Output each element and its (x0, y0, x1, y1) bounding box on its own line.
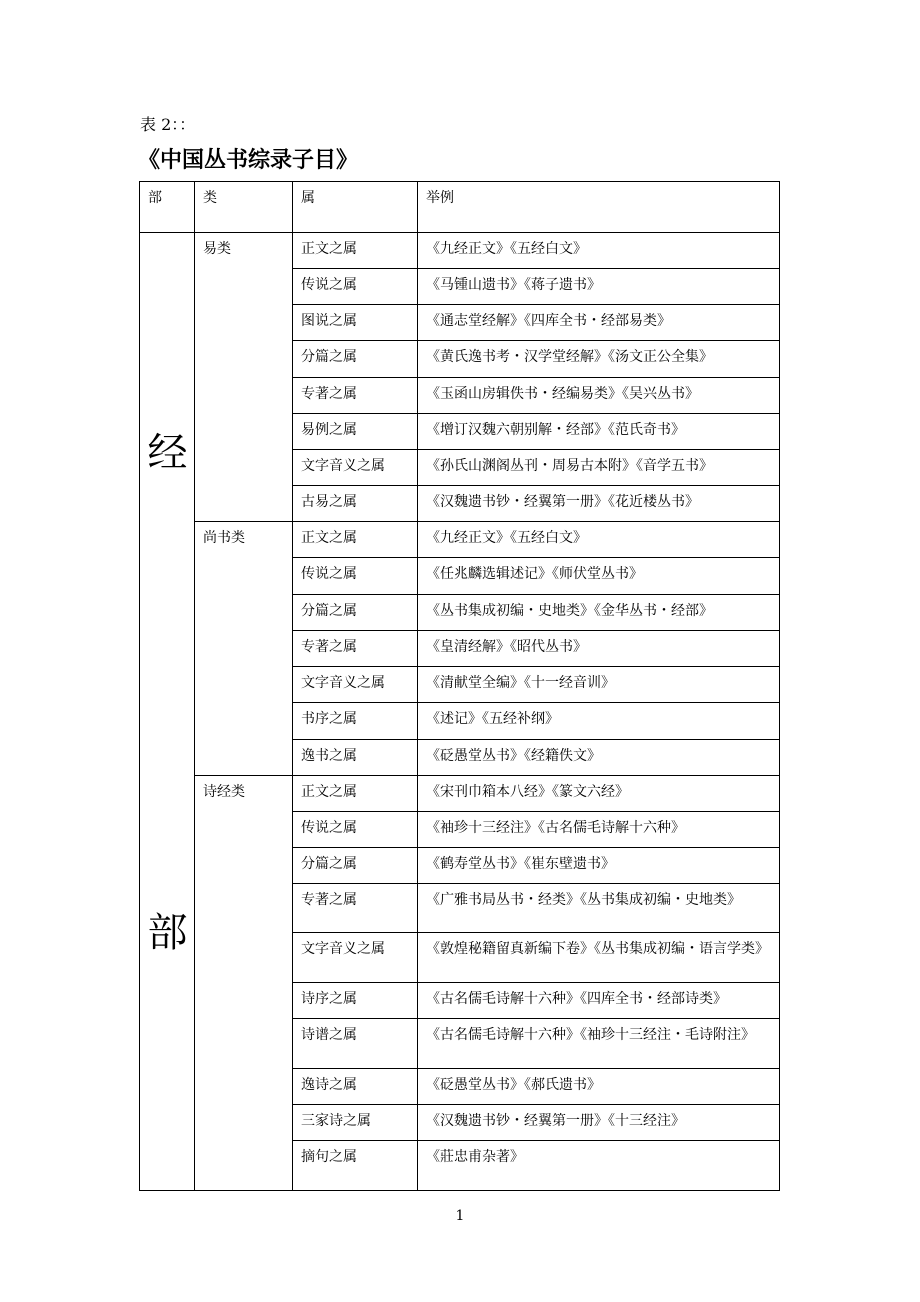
shu-cell: 诗序之属 (293, 983, 418, 1019)
example-cell: 《砭愚堂丛书》《经籍佚文》 (418, 740, 780, 776)
example-cell: 《宋刊巾箱本八经》《篆文六经》 (418, 776, 780, 812)
example-cell: 《黄氏逸书考・汉学堂经解》《汤文正公全集》 (418, 341, 780, 378)
shu-cell: 逸诗之属 (293, 1069, 418, 1105)
shu-cell: 三家诗之属 (293, 1105, 418, 1141)
bu-cell (140, 233, 195, 1191)
table-label: 表 2：： (140, 115, 196, 134)
example-cell: 《敦煌秘籍留真新编下卷》《丛书集成初编・语言学类》 (418, 933, 780, 983)
shu-cell: 文字音义之属 (293, 667, 418, 703)
header-lei: 类 (195, 182, 293, 233)
example-cell: 《九经正文》《五经白文》 (418, 233, 780, 269)
header-shu: 属 (293, 182, 418, 233)
table-row (140, 522, 780, 558)
example-cell: 《孙氏山渊阁丛刊・周易古本附》《音学五书》 (418, 450, 780, 486)
bu-char-jing: 经 (147, 430, 188, 476)
example-cell: 《丛书集成初编・史地类》《金华丛书・经部》 (418, 595, 780, 631)
shu-cell: 传说之属 (293, 269, 418, 305)
shu-cell: 分篇之属 (293, 595, 418, 631)
header-row (140, 182, 780, 233)
bu-char-bu: 部 (147, 910, 188, 956)
table-row (140, 776, 780, 812)
shu-cell: 分篇之属 (293, 341, 418, 378)
shu-cell: 图说之属 (293, 305, 418, 341)
example-cell: 《古名儒毛诗解十六种》《袖珍十三经注・毛诗附注》 (418, 1019, 780, 1069)
shu-cell: 专著之属 (293, 631, 418, 667)
lei-cell: 诗经类 (195, 776, 293, 1191)
shu-cell: 诗谱之属 (293, 1019, 418, 1069)
example-cell: 《砭愚堂丛书》《郝氏遗书》 (418, 1069, 780, 1105)
example-cell: 《增订汉魏六朝别解・经部》《范氏奇书》 (418, 414, 780, 450)
shu-cell: 分篇之属 (293, 848, 418, 884)
shu-cell: 正文之属 (293, 776, 418, 812)
shu-cell: 摘句之属 (293, 1141, 418, 1191)
shu-cell: 专著之属 (293, 378, 418, 414)
catalog-table (139, 181, 780, 1191)
table-row (140, 233, 780, 269)
header-examples: 举例 (418, 182, 780, 233)
shu-cell: 专著之属 (293, 884, 418, 933)
example-cell: 《任兆麟选辑述记》《师伏堂丛书》 (418, 558, 780, 595)
example-cell: 《述记》《五经补纲》 (418, 703, 780, 740)
example-cell: 《汉魏遗书钞・经翼第一册》《十三经注》 (418, 1105, 780, 1141)
example-cell: 《玉函山房辑佚书・经编易类》《吴兴丛书》 (418, 378, 780, 414)
shu-cell: 文字音义之属 (293, 450, 418, 486)
example-cell: 《通志堂经解》《四库全书・经部易类》 (418, 305, 780, 341)
header-bu: 部 (140, 182, 195, 233)
shu-cell: 易例之属 (293, 414, 418, 450)
example-cell: 《古名儒毛诗解十六种》《四库全书・经部诗类》 (418, 983, 780, 1019)
shu-cell: 正文之属 (293, 522, 418, 558)
shu-cell: 书序之属 (293, 703, 418, 740)
lei-cell: 尚书类 (195, 522, 293, 776)
example-cell: 《袖珍十三经注》《古名儒毛诗解十六种》 (418, 812, 780, 848)
example-cell: 《广雅书局丛书・经类》《丛书集成初编・史地类》 (418, 884, 780, 933)
page-number: 1 (455, 1208, 465, 1224)
example-cell: 《皇清经解》《昭代丛书》 (418, 631, 780, 667)
shu-cell: 文字音义之属 (293, 933, 418, 983)
shu-cell: 传说之属 (293, 558, 418, 595)
example-cell: 《莊忠甫杂著》 (418, 1141, 780, 1191)
example-cell: 《九经正文》《五经白文》 (418, 522, 780, 558)
shu-cell: 正文之属 (293, 233, 418, 269)
example-cell: 《鹤寿堂丛书》《崔东壁遗书》 (418, 848, 780, 884)
example-cell: 《清献堂全编》《十一经音训》 (418, 667, 780, 703)
shu-cell: 逸书之属 (293, 740, 418, 776)
lei-cell: 易类 (195, 233, 293, 522)
shu-cell: 传说之属 (293, 812, 418, 848)
example-cell: 《汉魏遗书钞・经翼第一册》《花近楼丛书》 (418, 486, 780, 522)
shu-cell: 古易之属 (293, 486, 418, 522)
page-title: 《中国丛书综录子目》 (138, 148, 359, 173)
example-cell: 《马锺山遗书》《蒋子遗书》 (418, 269, 780, 305)
